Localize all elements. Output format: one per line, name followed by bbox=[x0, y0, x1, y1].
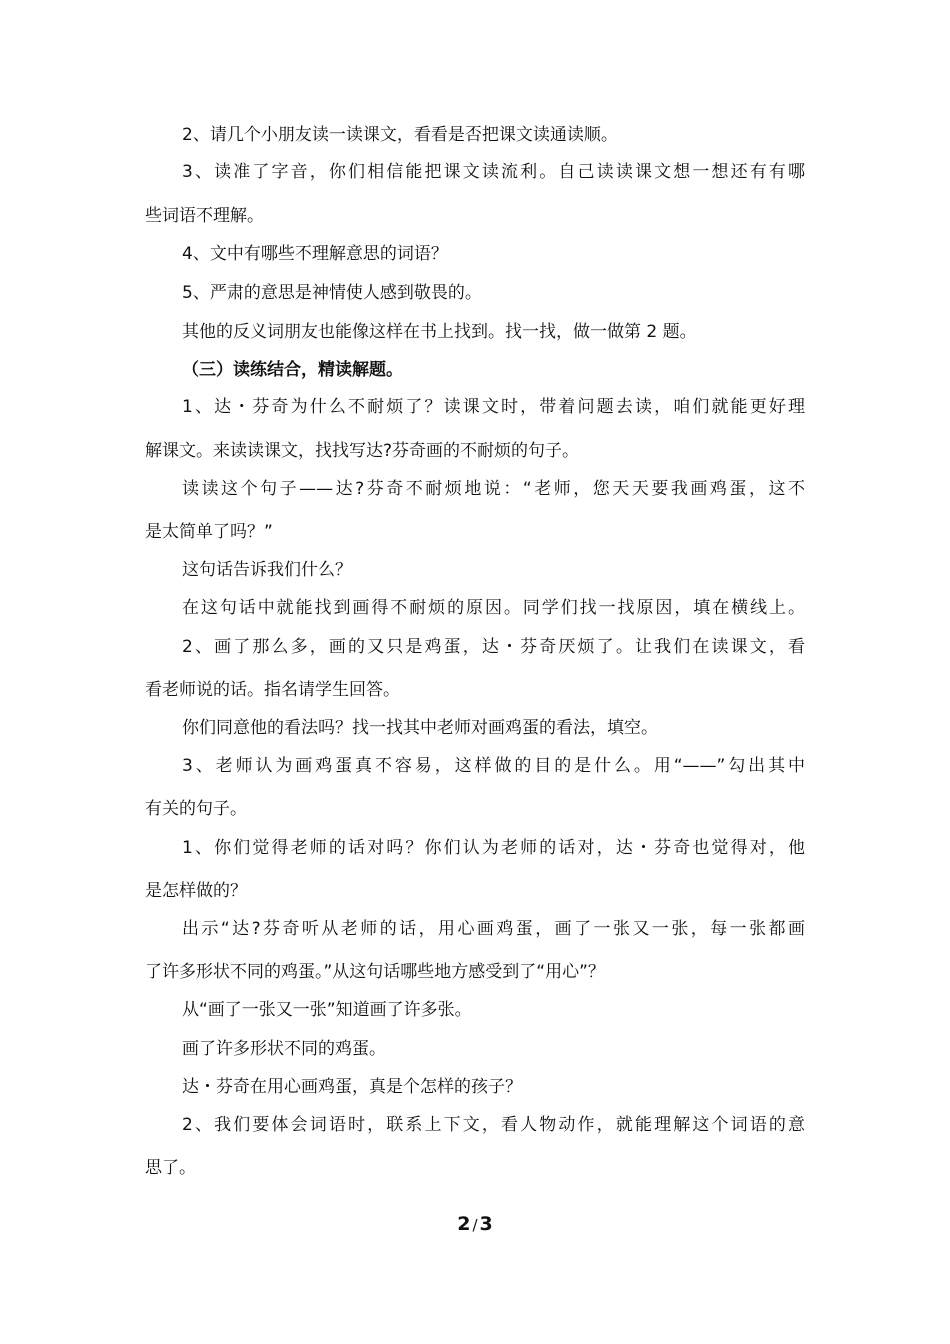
page-total: 3 bbox=[479, 1213, 493, 1235]
paragraph-line: 你们同意他的看法吗？找一找其中老师对画鸡蛋的看法，填空。 bbox=[182, 718, 658, 738]
paragraph-line: 1、你们觉得老师的话对吗？你们认为老师的话对，达・芬奇也觉得对，他 bbox=[182, 838, 805, 858]
paragraph-line: 些词语不理解。 bbox=[145, 206, 264, 226]
paragraph-line: 是怎样做的？ bbox=[145, 881, 247, 901]
page-current: 2 bbox=[457, 1213, 471, 1235]
paragraph-line: 画了许多形状不同的鸡蛋。 bbox=[182, 1039, 386, 1059]
paragraph-line: 读读这个句子——达?芬奇不耐烦地说：“老师，您天天要我画鸡蛋，这不 bbox=[182, 479, 805, 499]
paragraph-line: 看老师说的话。指名请学生回答。 bbox=[145, 680, 400, 700]
paragraph-line: 从“画了一张又一张”知道画了许多张。 bbox=[182, 1000, 472, 1020]
paragraph-line: 3、读准了字音，你们相信能把课文读流利。自己读读课文想一想还有有哪 bbox=[182, 162, 805, 182]
paragraph-line: 了许多形状不同的鸡蛋。”从这句话哪些地方感受到了“用心”？ bbox=[145, 962, 605, 982]
paragraph-line: 5、严肃的意思是神情使人感到敬畏的。 bbox=[182, 283, 482, 303]
paragraph-line: 是太简单了吗？” bbox=[145, 522, 273, 542]
paragraph-line: 3、老师认为画鸡蛋真不容易，这样做的目的是什么。用“——”勾出其中 bbox=[182, 756, 805, 776]
paragraph-line: 思了。 bbox=[145, 1158, 196, 1178]
page-number bbox=[0, 1213, 950, 1235]
paragraph-line: 4、文中有哪些不理解意思的词语？ bbox=[182, 244, 448, 264]
paragraph-line: 2、请几个小朋友读一读课文，看看是否把课文读通读顺。 bbox=[182, 125, 618, 145]
paragraph-line: 1、达・芬奇为什么不耐烦了？读课文时，带着问题去读，咱们就能更好理 bbox=[182, 397, 805, 417]
paragraph-line: 出示“达?芬奇听从老师的话，用心画鸡蛋，画了一张又一张，每一张都画 bbox=[182, 919, 805, 939]
paragraph-line: 2、画了那么多，画的又只是鸡蛋，达・芬奇厌烦了。让我们在读课文，看 bbox=[182, 637, 805, 657]
paragraph-line: 2、我们要体会词语时，联系上下文，看人物动作，就能理解这个词语的意 bbox=[182, 1115, 805, 1135]
paragraph-line: 其他的反义词朋友也能像这样在书上找到。找一找，做一做第 2 题。 bbox=[182, 322, 697, 342]
page-separator: / bbox=[472, 1216, 478, 1234]
paragraph-line: 有关的句子。 bbox=[145, 799, 247, 819]
paragraph-line: 达・芬奇在用心画鸡蛋，真是个怎样的孩子？ bbox=[182, 1077, 522, 1097]
paragraph-line: 这句话告诉我们什么？ bbox=[182, 560, 352, 580]
paragraph-line: 解课文。来读读课文，找找写达?芬奇画的不耐烦的句子。 bbox=[145, 441, 580, 461]
paragraph-line: 在这句话中就能找到画得不耐烦的原因。同学们找一找原因，填在横线上。 bbox=[182, 598, 805, 618]
section-heading: （三）读练结合，精读解题。 bbox=[182, 360, 403, 380]
